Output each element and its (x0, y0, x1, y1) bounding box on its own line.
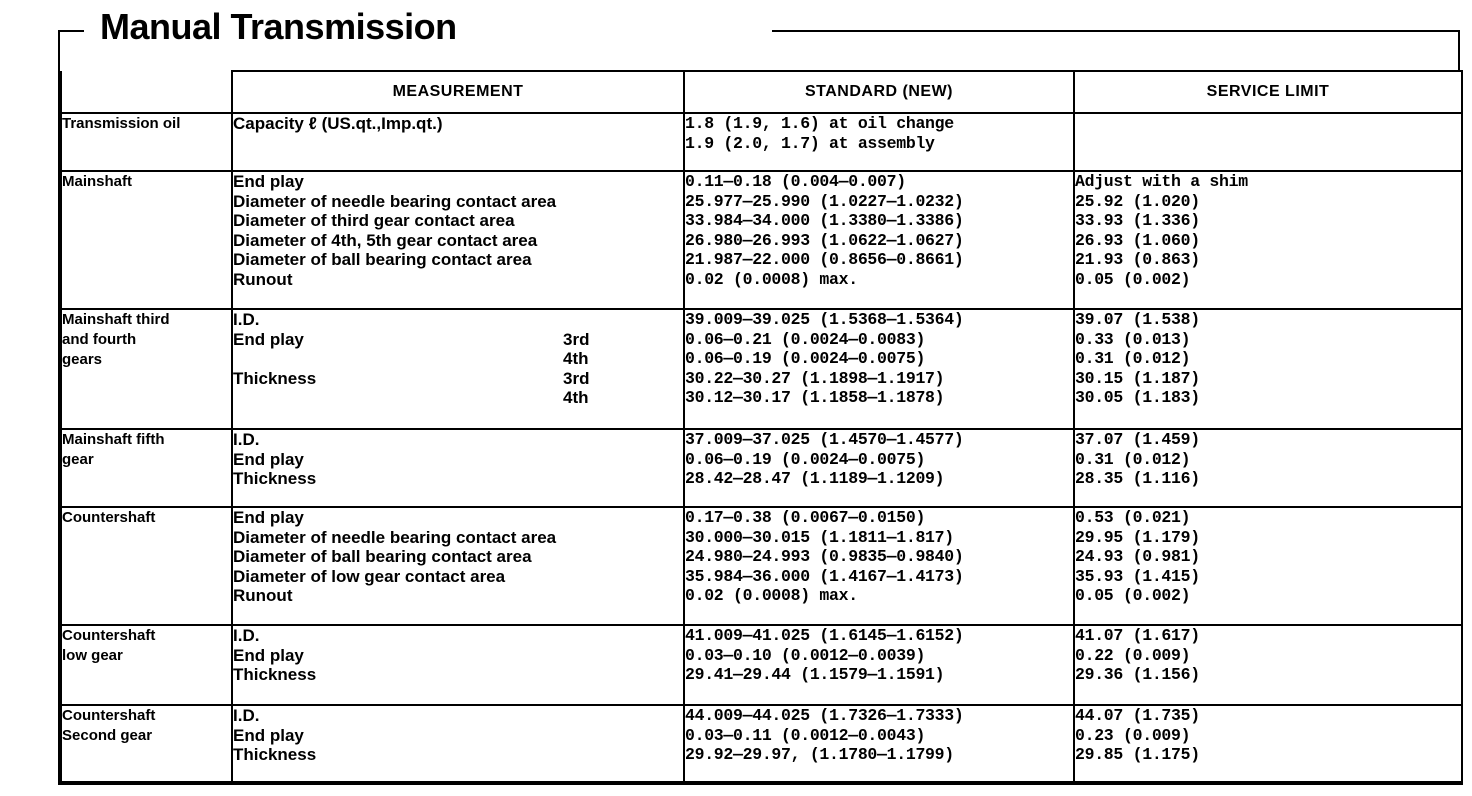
service-limit-value: 25.92 (1.020) (1075, 191, 1200, 211)
standard-value: 26.980—26.993 (1.0622—1.0627) (685, 230, 964, 250)
measurement-line (233, 369, 683, 389)
measurement-label: End play (233, 725, 304, 745)
table-row (60, 625, 1462, 705)
standard-value: 0.06—0.19 (0.0024—0.0075) (685, 449, 926, 469)
measurement-line (233, 508, 683, 528)
standard-value: 0.02 (0.0008) max. (685, 269, 858, 289)
measurement-label: Diameter of ball bearing contact area (233, 547, 532, 566)
measurement-label: End play (233, 645, 304, 665)
measurement-line (233, 706, 683, 726)
measurement-line (233, 567, 683, 587)
measurement-line (233, 586, 683, 606)
table-row (60, 507, 1462, 625)
measurement-subitem (563, 586, 593, 606)
standard-value: 0.03—0.10 (0.0012—0.0039) (685, 645, 926, 665)
service-limit-value: 33.93 (1.336) (1075, 211, 1200, 230)
measurement-line (233, 114, 683, 134)
row-category: Mainshaft third and fourth gears (60, 309, 232, 429)
measurement-line (233, 528, 683, 548)
measurement-subitem (563, 726, 593, 746)
measurement-line (233, 745, 683, 765)
measurement-label: Runout (233, 269, 293, 289)
header-standard: STANDARD (NEW) (684, 71, 1074, 113)
service-limit-cell (1074, 113, 1462, 171)
frame-top-right-line (772, 30, 1460, 32)
measurement-subitem: 4th (563, 388, 589, 407)
service-limit-cell (1074, 625, 1462, 705)
measurement-line (233, 310, 683, 330)
measurement-line (233, 646, 683, 666)
standard-value: 30.000—30.015 (1.1811—1.817) (685, 527, 954, 547)
standard-cell (684, 429, 1074, 507)
measurement-subitem (563, 450, 593, 470)
frame-left-stub (58, 30, 60, 72)
measurement-subitem (563, 270, 593, 290)
measurement-subitem (563, 250, 593, 270)
standard-value: 0.02 (0.0008) max. (685, 586, 858, 605)
measurement-subitem (563, 508, 593, 528)
service-limit-value: 0.31 (0.012) (1075, 349, 1191, 368)
measurement-label: I.D. (233, 310, 260, 329)
service-limit-cell (1074, 309, 1462, 429)
measurement-label: Runout (233, 586, 293, 605)
measurement-label: Diameter of 4th, 5th gear contact area (233, 230, 538, 250)
row-category: Transmission oil (60, 113, 232, 171)
standard-value: 29.92—29.97, (1.1780—1.1799) (685, 745, 954, 764)
standard-value: 30.12—30.17 (1.1858—1.1878) (685, 388, 945, 407)
measurement-line (233, 231, 683, 251)
measurement-cell (232, 309, 684, 429)
service-limit-value: 37.07 (1.459) (1075, 430, 1200, 449)
measurement-subitem (563, 646, 593, 666)
measurement-cell (232, 429, 684, 507)
measurement-label: Diameter of third gear contact area (233, 211, 515, 230)
measurement-label: I.D. (233, 626, 260, 645)
measurement-cell (232, 507, 684, 625)
measurement-label: Thickness (233, 665, 317, 684)
measurement-label: End play (233, 508, 304, 527)
standard-value: 0.06—0.21 (0.0024—0.0083) (685, 329, 926, 349)
standard-value: 21.987—22.000 (0.8656—0.8661) (685, 250, 964, 269)
measurement-subitem: 3rd (563, 368, 590, 388)
table-row (60, 705, 1462, 783)
service-limit-cell (1074, 705, 1462, 783)
header-measurement: MEASUREMENT (232, 71, 684, 113)
service-limit-cell (1074, 507, 1462, 625)
standard-value: 33.984—34.000 (1.3380—1.3386) (685, 211, 964, 230)
measurement-subitem (563, 665, 593, 685)
table-row (60, 171, 1462, 309)
row-category: Mainshaft (60, 171, 232, 309)
measurement-subitem (563, 626, 593, 646)
frame-top-left-line (58, 30, 84, 32)
measurement-subitem (563, 567, 593, 587)
measurement-subitem (563, 310, 593, 330)
measurement-label: Thickness (233, 745, 317, 764)
measurement-label: End play (233, 449, 304, 469)
measurement-line (233, 665, 683, 685)
standard-value: 39.009—39.025 (1.5368—1.5364) (685, 310, 964, 329)
service-limit-value: 0.05 (0.002) (1075, 586, 1191, 605)
measurement-subitem (563, 114, 593, 134)
measurement-label: I.D. (233, 706, 260, 725)
service-limit-value: 44.07 (1.735) (1075, 706, 1200, 725)
measurement-subitem (563, 430, 593, 450)
measurement-line (233, 469, 683, 489)
service-limit-value: 39.07 (1.538) (1075, 310, 1200, 329)
measurement-line (233, 430, 683, 450)
measurement-label: Diameter of needle bearing contact area (233, 527, 557, 547)
standard-value: 37.009—37.025 (1.4570—1.4577) (685, 430, 964, 449)
row-category: Countershaft Second gear (60, 705, 232, 783)
standard-cell (684, 171, 1074, 309)
service-limit-value: 0.53 (0.021) (1075, 508, 1191, 527)
header-service-limit: SERVICE LIMIT (1074, 71, 1462, 113)
standard-value: 0.06—0.19 (0.0024—0.0075) (685, 349, 926, 368)
service-limit-value: 29.36 (1.156) (1075, 665, 1200, 684)
standard-value: 0.17—0.38 (0.0067—0.0150) (685, 508, 926, 527)
standard-value: 29.41—29.44 (1.1579—1.1591) (685, 665, 945, 684)
service-limit-value: 0.23 (0.009) (1075, 725, 1191, 745)
measurement-line (233, 192, 683, 212)
standard-cell (684, 309, 1074, 429)
measurement-subitem (563, 469, 593, 489)
standard-value: 1.9 (2.0, 1.7) at assembly (685, 133, 935, 153)
service-limit-value: 28.35 (1.116) (1075, 469, 1200, 488)
standard-cell (684, 507, 1074, 625)
measurement-line (233, 172, 683, 192)
measurement-line (233, 726, 683, 746)
service-limit-value: 0.33 (0.013) (1075, 329, 1191, 349)
service-limit-value: 21.93 (0.863) (1075, 250, 1200, 269)
service-limit-value: 0.31 (0.012) (1075, 449, 1191, 469)
header-row (60, 71, 1462, 113)
standard-value: 41.009—41.025 (1.6145—1.6152) (685, 626, 964, 645)
measurement-line (233, 450, 683, 470)
measurement-label: Diameter of low gear contact area (233, 566, 506, 586)
service-limit-value: 29.95 (1.179) (1075, 527, 1200, 547)
measurement-line (233, 547, 683, 567)
standard-value: 1.8 (1.9, 1.6) at oil change (685, 114, 954, 133)
measurement-cell (232, 113, 684, 171)
page-title: Manual Transmission (100, 6, 457, 47)
measurement-subitem (563, 172, 593, 192)
measurement-line (233, 388, 683, 408)
spec-table (58, 70, 1463, 785)
measurement-label: Thickness (233, 469, 317, 488)
measurement-label: End play (233, 172, 304, 191)
measurement-line (233, 330, 683, 350)
measurement-subitem: 4th (563, 349, 589, 368)
service-limit-cell (1074, 171, 1462, 309)
table-row (60, 113, 1462, 171)
measurement-label: Diameter of needle bearing contact area (233, 191, 557, 211)
service-limit-cell (1074, 429, 1462, 507)
measurement-subitem (563, 547, 593, 567)
service-limit-value: 30.15 (1.187) (1075, 368, 1200, 388)
standard-cell (684, 113, 1074, 171)
measurement-subitem (563, 528, 593, 548)
service-limit-value: 0.05 (0.002) (1075, 269, 1191, 289)
measurement-subitem (563, 706, 593, 726)
measurement-cell (232, 705, 684, 783)
measurement-label (233, 349, 563, 369)
measurement-subitem: 3rd (563, 329, 590, 349)
measurement-subitem (563, 211, 593, 231)
frame-right-stub (1458, 30, 1460, 72)
measurement-subitem (563, 192, 593, 212)
standard-value: 0.03—0.11 (0.0012—0.0043) (685, 725, 926, 745)
measurement-subitem (563, 231, 593, 251)
measurement-label (233, 388, 563, 408)
service-limit-value: 30.05 (1.183) (1075, 388, 1200, 407)
standard-value: 25.977—25.990 (1.0227—1.0232) (685, 191, 964, 211)
measurement-line (233, 211, 683, 231)
measurement-label: Thickness (233, 368, 317, 388)
table-row (60, 309, 1462, 429)
row-category: Countershaft low gear (60, 625, 232, 705)
service-limit-value: 35.93 (1.415) (1075, 566, 1200, 586)
measurement-line (233, 250, 683, 270)
measurement-subitem (563, 745, 593, 765)
service-limit-value: Adjust with a shim (1075, 172, 1248, 191)
measurement-label: Capacity ℓ (US.qt.,Imp.qt.) (233, 114, 443, 133)
standard-value: 24.980—24.993 (0.9835—0.9840) (685, 547, 964, 566)
row-category: Mainshaft fifth gear (60, 429, 232, 507)
measurement-cell (232, 171, 684, 309)
standard-value: 35.984—36.000 (1.4167—1.4173) (685, 566, 964, 586)
measurement-cell (232, 625, 684, 705)
service-limit-value: 41.07 (1.617) (1075, 626, 1200, 645)
measurement-line (233, 270, 683, 290)
measurement-label: End play (233, 329, 304, 349)
row-category: Countershaft (60, 507, 232, 625)
standard-value: 44.009—44.025 (1.7326—1.7333) (685, 706, 964, 725)
spec-body (60, 113, 1462, 783)
standard-cell (684, 705, 1074, 783)
service-limit-value: 0.22 (0.009) (1075, 645, 1191, 665)
measurement-label: Diameter of ball bearing contact area (233, 250, 532, 269)
standard-value: 30.22—30.27 (1.1898—1.1917) (685, 368, 945, 388)
service-limit-value: 29.85 (1.175) (1075, 745, 1200, 764)
standard-cell (684, 625, 1074, 705)
service-limit-value: 26.93 (1.060) (1075, 230, 1200, 250)
measurement-line (233, 349, 683, 369)
measurement-label: I.D. (233, 430, 260, 449)
measurement-line (233, 626, 683, 646)
table-row (60, 429, 1462, 507)
standard-value: 0.11—0.18 (0.004—0.007) (685, 172, 906, 191)
service-limit-value: 24.93 (0.981) (1075, 547, 1200, 566)
header-blank (60, 71, 232, 113)
standard-value: 28.42—28.47 (1.1189—1.1209) (685, 469, 945, 488)
